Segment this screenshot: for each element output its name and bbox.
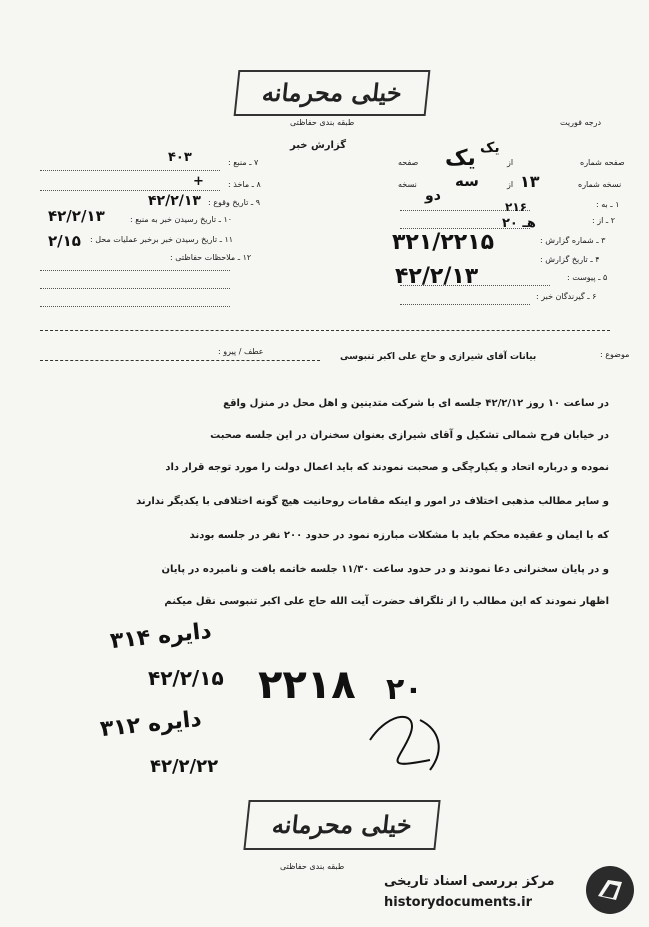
dotted-line <box>40 270 230 271</box>
hand-occurrence-date: ۴۲/۲/۱۳ <box>148 193 201 209</box>
urgency-label: درجه فوریت <box>560 118 602 127</box>
section-divider <box>40 360 320 361</box>
field-receipt-date-ops: ۱۱ ـ تاریخ رسیدن خبر برخبر عملیات محل : <box>90 235 234 244</box>
watermark-title: مرکز بررسی اسناد تاریخی <box>384 874 555 889</box>
hand-note-2a: دایره ۳۱۲ <box>98 706 203 743</box>
hand-big-number: ۲۲۱۸ <box>258 662 356 708</box>
hand-note-1a: دایره ۳۱۴ <box>108 618 213 655</box>
field-security-notes: ۱۲ ـ ملاحظات حفاظتی : <box>170 253 252 262</box>
field-reference: ۸ ـ ماخذ : <box>228 180 261 189</box>
field-copy-of: از <box>507 180 514 189</box>
field-page-number: صفحه شماره <box>580 158 625 167</box>
field-from: ۲ ـ از : <box>592 216 616 225</box>
classification-stamp-top: خیلی محرمانه <box>234 70 431 116</box>
classification-stamp-bottom: خیلی محرمانه <box>243 800 440 850</box>
field-to: ۱ ـ به : <box>596 200 620 209</box>
hand-report-number: ۳۲۱/۲۲۱۵ <box>392 230 495 255</box>
body-line: در ساعت ۱۰ روز ۴۲/۲/۱۲ جلسه ای با شرکت متدینین و اهل محل در منزل واقع <box>223 398 609 409</box>
field-copy-number: نسخه شماره <box>578 180 622 189</box>
field-receipt-date-source: ۱۰ ـ تاریخ رسیدن خبر به منبع : <box>130 215 233 224</box>
body-line: و در پایان سخنرانی دعا نمودند و در حدود ساعت ۱۱/۳۰ جلسه خاتمه یافت و نامبرده در پایان <box>161 564 609 575</box>
hand-note-1b: ۴۲/۲/۱۵ <box>148 666 224 690</box>
body-line: در خیابان فرح شمالی تشکیل و آقای شیرازی بعنوان سخنران در این جلسه صحبت <box>210 430 609 441</box>
field-report-date: ۴ ـ تاریخ گزارش : <box>540 255 600 264</box>
body-line: و سایر مطالب مذهبی اختلاف در امور و اینکه مقامات روحانیت هیچ گونه اختلافی با یکدیگر ندارند <box>136 496 609 507</box>
dotted-line <box>40 288 230 289</box>
dotted-line <box>400 304 530 305</box>
hand-receipt-date-source: ۴۲/۲/۱۳ <box>48 207 105 225</box>
body-line: اظهار نمودند که این مطالب را از تلگراف حضرت آیت الله حاج علی اکبر تنبوسی نقل میکنم <box>164 596 609 607</box>
field-occurrence-date: ۹ ـ تاریخ وقوع : <box>208 198 261 207</box>
hand-page-number: یک <box>445 146 476 171</box>
field-report-number: ۳ ـ شماره گزارش : <box>540 236 606 245</box>
hand-from: ۲۰ هـ <box>502 216 536 231</box>
reference-label: عطف / پیرو : <box>218 347 264 356</box>
subject-text: بیانات آقای شیرازی و حاج علی اکبر تنبوسی <box>340 352 537 362</box>
hand-copy-of: سه <box>455 172 479 190</box>
field-source: ۷ ـ منبع : <box>228 158 259 167</box>
classification-label-bottom: طبقه بندی حفاظتی <box>280 862 345 871</box>
hand-report-date: ۴۲/۲/۱۳ <box>395 264 479 289</box>
dotted-line <box>40 170 220 171</box>
hand-initial: ۲۰ <box>386 672 423 707</box>
watermark-url: historydocuments.ir <box>384 895 533 910</box>
archive-logo-icon <box>586 866 634 914</box>
hand-receipt-date-ops: ۲/۱۵ <box>48 232 81 250</box>
body-line: نموده و درباره اتحاد و یکپارچگی و صحبت نمودند که باید اعمال دولت را مورد توجه قرار داد <box>165 462 609 473</box>
classification-label-top: طبقه بندی حفاظتی <box>290 118 355 127</box>
hand-page-of: یک <box>480 140 500 156</box>
section-divider <box>40 330 610 331</box>
hand-copy-extra: دو <box>425 188 441 204</box>
hand-copy-number: ۱۳ <box>520 172 540 191</box>
report-title: گزارش خبر <box>290 140 347 151</box>
field-page-tail: صفحه <box>398 158 419 167</box>
body-line: که با ایمان و عقیده محکم باید با مشکلات مبارزه نمود در حدود ۲۰۰ نفر در جلسه بودند <box>189 530 609 541</box>
hand-source: ۴۰۳ <box>168 150 192 165</box>
field-attachment: ۵ ـ پیوست : <box>567 273 608 282</box>
hand-reference: + <box>193 174 204 189</box>
dotted-line <box>40 190 220 191</box>
field-page-of: از <box>507 158 514 167</box>
signature-scribble <box>360 700 450 780</box>
hand-to: ۲۱۶ <box>505 200 527 214</box>
subject-label: موضوع : <box>600 350 630 359</box>
hand-note-2b: ۴۲/۲/۲۲ <box>150 756 219 777</box>
field-recipients: ۶ ـ گیرندگان خبر : <box>536 292 597 301</box>
dotted-line <box>40 306 230 307</box>
field-copy-tail: نسخه <box>398 180 417 189</box>
